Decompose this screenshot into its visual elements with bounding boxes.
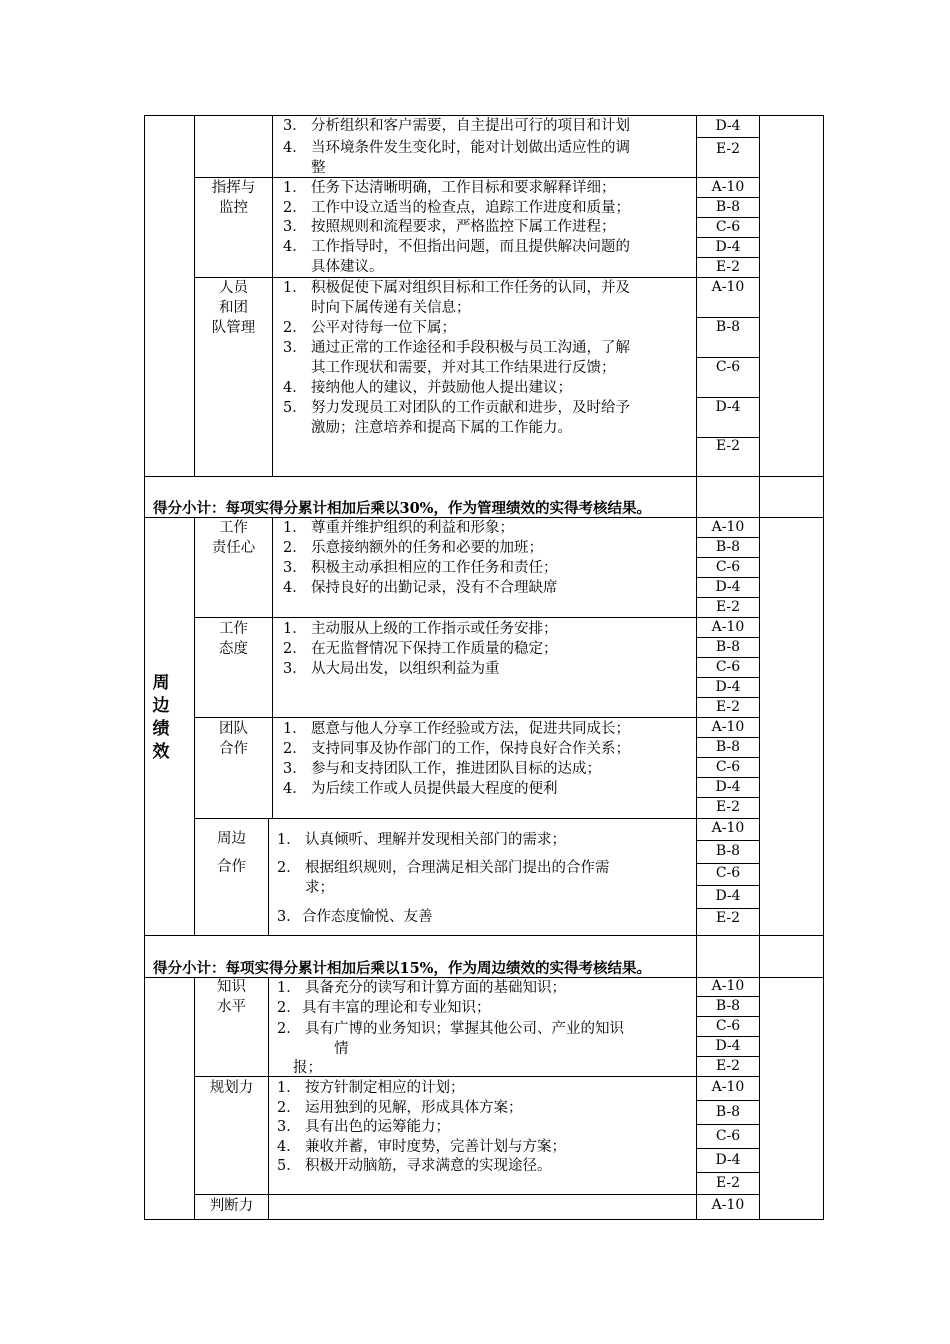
criterion-text: 工作中设立适当的检查点，追踪工作进度和质量； bbox=[311, 200, 630, 216]
grade-option[interactable]: A-10 bbox=[711, 1197, 745, 1213]
grade-option[interactable]: B-8 bbox=[715, 199, 741, 215]
grade-option[interactable]: C-6 bbox=[715, 659, 741, 675]
grade-option[interactable]: E-2 bbox=[715, 699, 741, 715]
grade-option[interactable]: D-4 bbox=[715, 239, 741, 255]
criterion-text: 通过正常的工作途径和手段积极与员工沟通，了解 bbox=[311, 340, 630, 356]
category-label: 工作 bbox=[219, 520, 248, 536]
criterion-text: 在无监督情况下保持工作质量的稳定； bbox=[311, 641, 558, 657]
grade-option[interactable]: A-10 bbox=[711, 179, 745, 195]
grade-option[interactable]: C-6 bbox=[715, 1018, 741, 1034]
criterion-text: 具有丰富的理论和专业知识； bbox=[302, 1000, 491, 1016]
criterion-number: 1． bbox=[277, 1080, 301, 1096]
category-label: 判断力 bbox=[209, 1198, 254, 1214]
grade-option[interactable]: A-10 bbox=[711, 1079, 745, 1095]
grade-option[interactable]: C-6 bbox=[715, 759, 741, 775]
grade-option[interactable]: E-2 bbox=[715, 599, 741, 615]
criterion-text: 整 bbox=[311, 160, 326, 176]
criterion-number: 2． bbox=[283, 741, 307, 757]
category-label: 合作 bbox=[219, 741, 248, 757]
criterion-number: 1． bbox=[283, 621, 307, 637]
grade-option[interactable]: E-2 bbox=[715, 1058, 741, 1074]
criterion-number: 1． bbox=[283, 520, 307, 536]
grade-option[interactable]: E-2 bbox=[715, 910, 741, 926]
grade-option[interactable]: A-10 bbox=[711, 619, 745, 635]
subtotal-management: 得分小计：每项实得分累计相加后乘以30%，作为管理绩效的实得考核结果。 bbox=[153, 500, 651, 517]
grade-option[interactable]: B-8 bbox=[715, 539, 741, 555]
criterion-text: 为后续工作或人员提供最大程度的便利 bbox=[311, 781, 558, 797]
category-label: 态度 bbox=[219, 641, 248, 657]
grade-option[interactable]: D-4 bbox=[715, 679, 741, 695]
criterion-text: 支持同事及协作部门的工作，保持良好合作关系； bbox=[311, 741, 630, 757]
grade-option[interactable]: D-4 bbox=[715, 399, 741, 415]
grade-option[interactable]: D-4 bbox=[715, 118, 741, 134]
grade-option[interactable]: E-2 bbox=[715, 799, 741, 815]
criterion-text: 报； bbox=[293, 1060, 322, 1076]
criterion-text: 认真倾听、理解并发现相关部门的需求； bbox=[305, 832, 566, 848]
criterion-number: 4． bbox=[283, 580, 307, 596]
grade-option[interactable]: A-10 bbox=[711, 519, 745, 535]
criterion-number: 2． bbox=[277, 1100, 301, 1116]
criterion-number: 5． bbox=[283, 400, 307, 416]
criterion-text: 公平对待每一位下属； bbox=[311, 320, 456, 336]
table-border-bottom bbox=[144, 1219, 824, 1220]
criterion-text: 工作指导时，不但指出问题，而且提供解决问题的 bbox=[311, 239, 630, 255]
grade-option[interactable]: B-8 bbox=[715, 843, 741, 859]
category-label: 队管理 bbox=[211, 320, 256, 336]
criterion-number: 1． bbox=[277, 980, 301, 996]
criterion-text: 参与和支持团队工作，推进团队目标的达成； bbox=[311, 761, 601, 777]
grade-option[interactable]: B-8 bbox=[715, 639, 741, 655]
grade-option[interactable]: A-10 bbox=[711, 978, 745, 994]
grade-option[interactable]: C-6 bbox=[715, 865, 741, 881]
grade-option[interactable]: A-10 bbox=[711, 279, 745, 295]
criterion-text: 时向下属传递有关信息； bbox=[311, 300, 471, 316]
criterion-number: 3． bbox=[283, 661, 307, 677]
grade-option[interactable]: C-6 bbox=[715, 219, 741, 235]
grade-option[interactable]: A-10 bbox=[711, 719, 745, 735]
criterion-number: 3． bbox=[283, 560, 307, 576]
grade-option[interactable]: D-4 bbox=[715, 1152, 741, 1168]
criterion-text: 主动服从上级的工作指示或任务安排； bbox=[311, 621, 558, 637]
category-label: 指挥与 bbox=[211, 180, 256, 196]
criterion-text: 合作态度愉悦、友善 bbox=[302, 909, 433, 925]
criterion-number: 3． bbox=[283, 340, 307, 356]
criterion-text: 当环境条件发生变化时，能对计划做出适应性的调 bbox=[311, 140, 630, 156]
grade-option[interactable]: A-10 bbox=[711, 820, 745, 836]
criterion-number: 3． bbox=[283, 761, 307, 777]
criterion-number: 1． bbox=[277, 832, 301, 848]
criterion-number: 1． bbox=[283, 180, 307, 196]
grade-option[interactable]: C-6 bbox=[715, 359, 741, 375]
category-label: 人员 bbox=[219, 280, 248, 296]
grade-option[interactable]: B-8 bbox=[715, 1104, 741, 1120]
criterion-text: 乐意接纳额外的任务和必要的加班； bbox=[311, 540, 543, 556]
criterion-number: 4． bbox=[283, 380, 307, 396]
criterion-text: 接纳他人的建议，并鼓励他人提出建议； bbox=[311, 380, 572, 396]
criterion-text: 根据组织规则，合理满足相关部门提出的合作需 bbox=[305, 860, 610, 876]
criterion-number: 4． bbox=[283, 140, 307, 156]
criterion-number: 2． bbox=[277, 860, 301, 876]
criterion-text: 按方针制定相应的计划； bbox=[305, 1080, 465, 1096]
grade-option[interactable]: B-8 bbox=[715, 739, 741, 755]
evaluation-form-page: 3． 分析组织和客户需要，自主提出可行的项目和计划 4． 当环境条件发生变化时，能对计划做出适应性的调 整 D-4 E-2 指挥与 监控 1． 任务下达清晰明确，工作目标和要求解释详细； 2． 工作中设立适当的检查点，追踪工作进度和质量； 3． 按照规则和流程要求，严格监控下属工作进程； 4． 工作指导时，不但指出问题，而且提供解决问题的 具体建议。 A-10 B-8 C-6 D-4 E-2 人员 和团 队管理 1． 积极促使下属对组织目标和工作任务的认同，并及 时向下属传递有关信息； 2． 公平对待每一位下属； 3． 通过正常的工作途径和手段积极与员工沟通，了解 其工作现状和需要，并对其工作结果进行反馈； 4． 接纳他人的建议，并鼓励他人提出建议； 5． 努力发现员工对团队的工作贡献和进步，及时给予 激励；注意培养和提高下属的工作能力。 A-10 B-8 C-6 D-4 E-2 得分小计：每项实得分累计相加后乘以30%，作为管理绩效的实得考核结果。 周 边 绩 效 工作 责任心 1． 尊重并维护组织的利益和形象； 2． 乐意接纳额外的任务和必要的加班； 3． 积极主动承担相应的工作任务和责任； 4． 保持良好的出勤记录，没有不合理缺席 A-10 B-8 C-6 D-4 E-2 工作 态度 1． 主动服从上级的工作指示或任务安排； 2． 在无监督情况下保持工作质量的稳定； 3． 从大局出发，以组织利益为重 A-10 B-8 C-6 D-4 E-2 团队 合作 1． 愿意与他人分享工作经验或方法，促进共同成长； 2． 支持同事及协作部门的工作，保持良好合作关系； 3． 参与和支持团队工作，推进团队目标的达成； 4． 为后续工作或人员提供最大程度的便利 A-10 B-8 C-6 D-4 E-2 周边 合作 1． 认真倾听、理解并发现相关部门的需求； 2． 根据组织规则，合理满足相关部门提出的合作需 求； 3． 合作态度愉悦、友善 A-10 B-8 C-6 D-4 E-2 得分小计：每项实得分累计相加后乘以15%，作为周边绩效的实得考核结果。 知识 水平 1． 具备充分的读写和计算方面的基础知识； 2． 具有丰富的理论和专业知识； 2． 具有广博的业务知识；掌握其他公司、产业的知识 情 报； A-10 B-8 C-6 D-4 E-2 规划力 1． 按方针制定相应的计划； 2． 运用独到的见解，形成具体方案； 3． 具有出色的运筹能力； 4． 兼收并蓄，审时度势，完善计划与方案； 5． 积极开动脑筋，寻求满意的实现途径。 A-10 B-8 C-6 D-4 E-2 判断力 A-10 bbox=[0, 0, 950, 1344]
subtotal-peripheral: 得分小计：每项实得分累计相加后乘以15%，作为周边绩效的实得考核结果。 bbox=[153, 960, 651, 977]
table-border-right bbox=[823, 115, 824, 1220]
category-label: 团队 bbox=[219, 721, 248, 737]
category-label: 知识 bbox=[217, 979, 246, 995]
criterion-text: 分析组织和客户需要，自主提出可行的项目和计划 bbox=[311, 118, 630, 134]
criterion-text: 积极主动承担相应的工作任务和责任； bbox=[311, 560, 558, 576]
grade-option[interactable]: D-4 bbox=[715, 779, 741, 795]
grade-option[interactable]: D-4 bbox=[715, 1038, 741, 1054]
criterion-text: 按照规则和流程要求，严格监控下属工作进程； bbox=[311, 219, 616, 235]
category-label: 合作 bbox=[217, 859, 246, 875]
category-label: 规划力 bbox=[209, 1080, 254, 1096]
score-column-divider bbox=[759, 115, 760, 1220]
criterion-text: 其工作现状和需要，并对其工作结果进行反馈； bbox=[311, 360, 616, 376]
category-label: 工作 bbox=[219, 621, 248, 637]
criterion-number: 3． bbox=[283, 118, 307, 134]
grade-option[interactable]: D-4 bbox=[715, 579, 741, 595]
criterion-text: 愿意与他人分享工作经验或方法，促进共同成长； bbox=[311, 721, 630, 737]
category-label: 和团 bbox=[219, 300, 248, 316]
criterion-text: 积极促使下属对组织目标和工作任务的认同，并及 bbox=[311, 280, 630, 296]
grade-option[interactable]: D-4 bbox=[715, 888, 741, 904]
criterion-number: 2． bbox=[277, 1000, 301, 1016]
criterion-text: 具备充分的读写和计算方面的基础知识； bbox=[305, 980, 566, 996]
criterion-number: 4． bbox=[283, 781, 307, 797]
criterion-text: 具有出色的运筹能力； bbox=[305, 1119, 450, 1135]
grade-option[interactable]: E-2 bbox=[715, 259, 741, 275]
criterion-number: 1． bbox=[283, 721, 307, 737]
criterion-number: 4． bbox=[283, 239, 307, 255]
grade-option[interactable]: C-6 bbox=[715, 559, 741, 575]
criterion-text: 运用独到的见解，形成具体方案； bbox=[305, 1100, 523, 1116]
grade-option[interactable]: E-2 bbox=[715, 1175, 741, 1191]
criterion-number: 2． bbox=[283, 200, 307, 216]
grade-option[interactable]: B-8 bbox=[715, 319, 741, 335]
criterion-number: 2． bbox=[283, 641, 307, 657]
criterion-text: 保持良好的出勤记录，没有不合理缺席 bbox=[311, 580, 558, 596]
category-label: 监控 bbox=[219, 200, 248, 216]
category-label: 责任心 bbox=[211, 540, 256, 556]
criterion-number: 2． bbox=[283, 320, 307, 336]
criterion-number: 2． bbox=[283, 540, 307, 556]
criterion-text: 具体建议。 bbox=[311, 259, 384, 275]
category-label: 周边 bbox=[217, 831, 246, 847]
criterion-text: 兼收并蓄，审时度势，完善计划与方案； bbox=[305, 1139, 566, 1155]
criterion-number: 3． bbox=[277, 1119, 301, 1135]
criterion-number: 2． bbox=[277, 1021, 301, 1037]
criterion-number: 1． bbox=[283, 280, 307, 296]
criterion-number: 3． bbox=[277, 909, 301, 925]
criterion-number: 5． bbox=[277, 1158, 301, 1174]
grade-option[interactable]: B-8 bbox=[715, 998, 741, 1014]
criterion-text: 求； bbox=[305, 880, 334, 896]
criterion-text: 任务下达清晰明确，工作目标和要求解释详细； bbox=[311, 180, 616, 196]
criterion-text: 具有广博的业务知识；掌握其他公司、产业的知识 bbox=[305, 1021, 624, 1037]
category-label: 水平 bbox=[217, 999, 246, 1015]
table-border-left bbox=[144, 115, 145, 1220]
grade-option[interactable]: E-2 bbox=[715, 438, 741, 454]
criterion-text: 激励；注意培养和提高下属的工作能力。 bbox=[311, 420, 572, 436]
criterion-text: 努力发现员工对团队的工作贡献和进步，及时给予 bbox=[311, 400, 630, 416]
grade-option[interactable]: E-2 bbox=[715, 141, 741, 157]
grade-option[interactable]: C-6 bbox=[715, 1128, 741, 1144]
criterion-text: 尊重并维护组织的利益和形象； bbox=[311, 520, 514, 536]
criterion-number: 4． bbox=[277, 1139, 301, 1155]
criterion-text: 积极开动脑筋，寻求满意的实现途径。 bbox=[305, 1158, 552, 1174]
criterion-text: 从大局出发，以组织利益为重 bbox=[311, 661, 500, 677]
criterion-text: 情 bbox=[334, 1041, 349, 1057]
criterion-number: 3． bbox=[283, 219, 307, 235]
